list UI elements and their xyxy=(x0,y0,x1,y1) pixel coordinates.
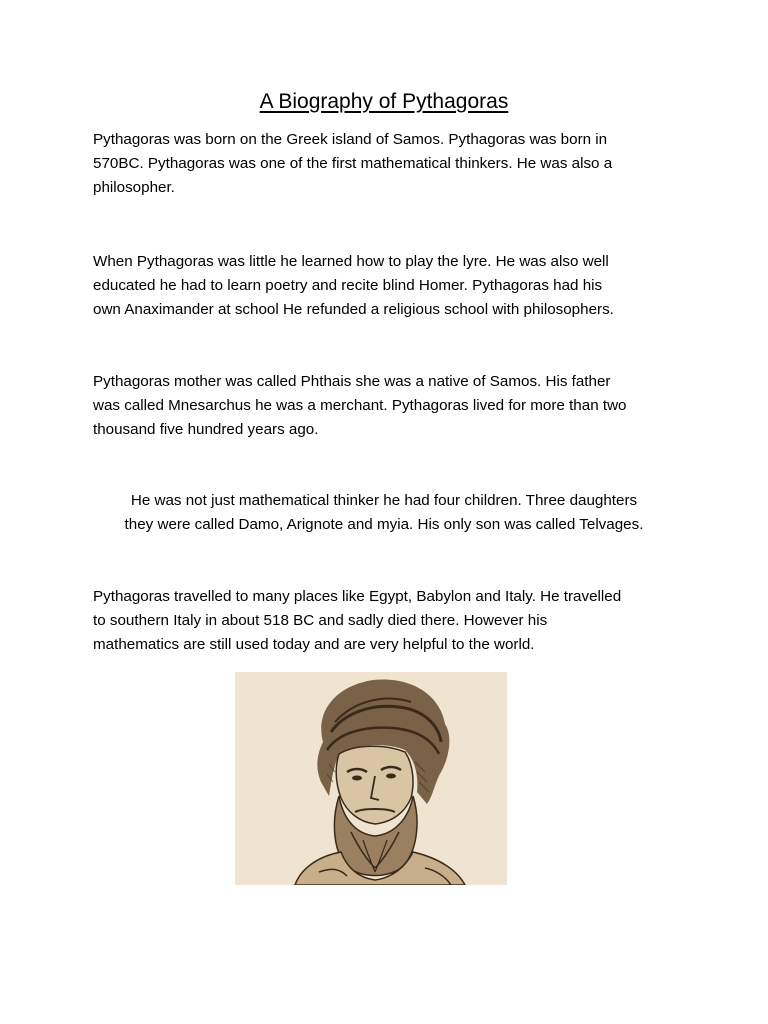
paragraph-travels xyxy=(93,585,683,657)
paragraph-birth xyxy=(93,128,683,200)
paragraph-line: philosopher. xyxy=(93,179,175,196)
paragraph-line: educated he had to learn poetry and recite blind Homer. Pythagoras had his xyxy=(93,277,603,294)
paragraph-line: thousand five hundred years ago. xyxy=(93,421,319,438)
paragraph-line: When Pythagoras was little he learned how to play the lyre. He was also well xyxy=(93,253,609,270)
paragraph-line: 570BC. Pythagoras was one of the first mathematical thinkers. He was also a xyxy=(93,155,613,172)
paragraph-children xyxy=(93,489,675,537)
paragraph-line: He was not just mathematical thinker he had four children. Three daughters xyxy=(130,492,638,509)
paragraph-line: Pythagoras was born on the Greek island of Samos. Pythagoras was born in xyxy=(93,131,608,148)
paragraph-line: Pythagoras travelled to many places like Egypt, Babylon and Italy. He travelled xyxy=(93,588,622,605)
paragraph-childhood xyxy=(93,250,683,322)
pythagoras-portrait-image xyxy=(235,672,507,885)
page-title: A Biography of Pythagoras xyxy=(259,90,509,113)
paragraph-line: to southern Italy in about 518 BC and sadly died there. However his xyxy=(93,612,548,629)
paragraph-parents xyxy=(93,370,683,442)
paragraph-line: own Anaximander at school He refunded a religious school with philosophers. xyxy=(93,301,614,318)
paragraph-line: Pythagoras mother was called Phthais she was a native of Samos. His father xyxy=(93,373,611,390)
paragraph-line: mathematics are still used today and are very helpful to the world. xyxy=(93,636,535,653)
pythagoras-engraving-portrait-icon xyxy=(235,672,507,885)
paragraph-line: was called Mnesarchus he was a merchant. Pythagoras lived for more than two xyxy=(93,397,627,414)
paragraph-line: they were called Damo, Arignote and myia. His only son was called Telvages. xyxy=(124,516,644,533)
